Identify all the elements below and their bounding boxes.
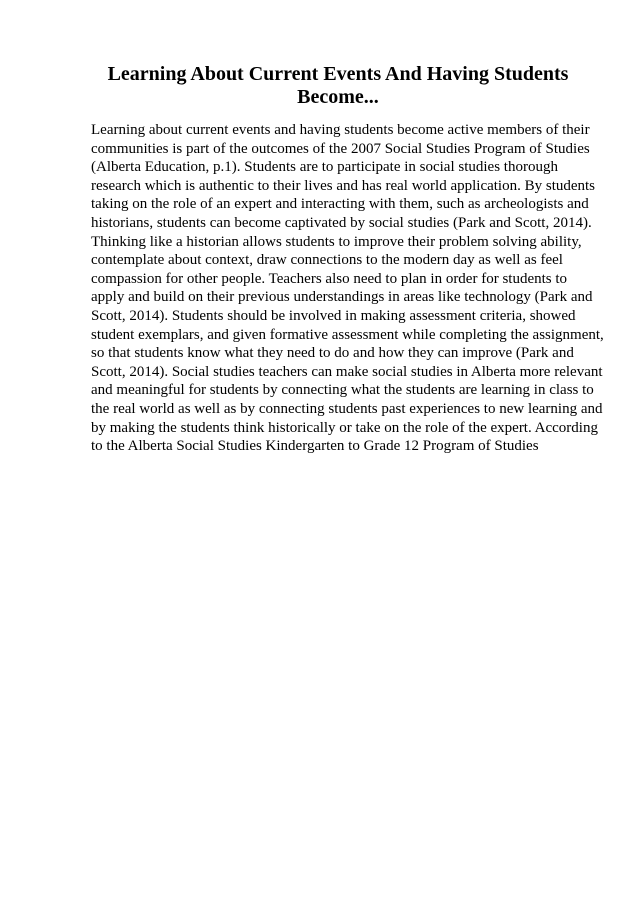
body-line: to the Alberta Social Studies Kindergarten to Grade 12 Program of Studies <box>91 438 539 455</box>
body-line: Learning about current events and having students become active members of their <box>91 122 590 138</box>
body-line: research which is authentic to their lives and has real world application. By students <box>91 177 596 194</box>
body-line: student exemplars, and given formative assessment while completing the assignment, <box>91 326 604 343</box>
body-line: by making the students think historically or take on the role of the expert. According <box>91 419 598 436</box>
body-line: apply and build on their previous understandings in areas like technology (Park and <box>91 289 593 306</box>
body-line: and meaningful for students by connecting what the students are learning in class to <box>91 382 594 399</box>
body-line: Thinking like a historian allows students to improve their problem solving ability, <box>91 233 582 250</box>
body-line: Scott, 2014). Students should be involved in making assessment criteria, showed <box>91 307 576 324</box>
body-line: contemplate about context, draw connections to the modern day as well as feel <box>91 252 563 269</box>
body-line: (Alberta Education, p.1). Students are to participate in social studies thorough <box>91 159 558 176</box>
body-line: compassion for other people. Teachers also need to plan in order for students to <box>91 270 568 287</box>
body-line: communities is part of the outcomes of the 2007 Social Studies Program of Studies <box>91 140 590 157</box>
body-paragraph <box>91 121 611 456</box>
body-line: historians, students can become captivated by social studies (Park and Scott, 2014). <box>91 214 592 231</box>
body-line: the real world as well as by connecting students past experiences to new learning and <box>91 400 603 417</box>
body-line: Scott, 2014). Social studies teachers can make social studies in Alberta more relevant <box>91 363 603 380</box>
body-line: taking on the role of an expert and interacting with them, such as archeologists and <box>91 196 589 213</box>
document-title <box>92 63 584 109</box>
title-line-1: Learning About Current Events And Having Students <box>107 63 569 85</box>
title-line-2: Become... <box>297 86 379 108</box>
body-line: so that students know what they need to do and how they can improve (Park and <box>91 345 574 362</box>
